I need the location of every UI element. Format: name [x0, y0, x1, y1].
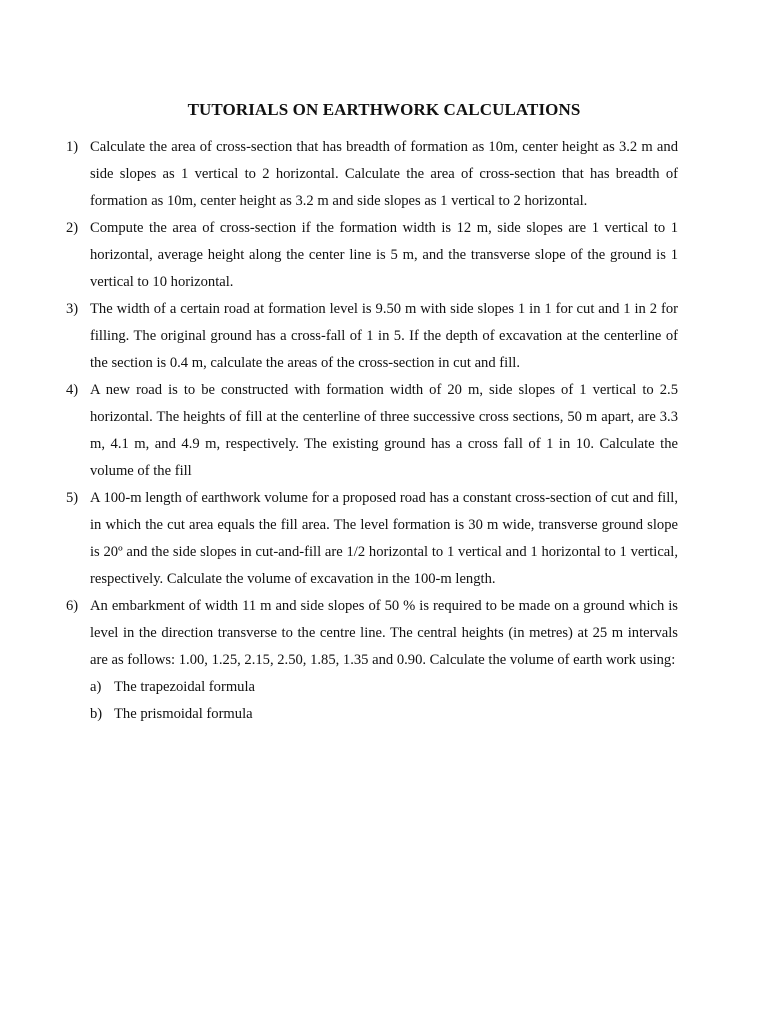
question-text: Calculate the area of cross-section that has breadth of formation as 10m, center height as 3.2 m and side slopes as 1 vertical to 2 horizontal. Calculate the area of cross-section that has breadth of formation as 10m, center height as 3.2 m and side slopes as 1 vertical to 2 horizontal. [90, 139, 678, 209]
question-number: 1) [66, 139, 79, 155]
question-number: 2) [66, 220, 79, 236]
sub-question-text: The prismoidal formula [114, 706, 253, 722]
document-title: TUTORIALS ON EARTHWORK CALCULATIONS [187, 100, 581, 119]
sub-question-letter: b) [90, 706, 103, 722]
question-text: An embarkment of width 11 m and side slopes of 50 % is required to be made on a ground which is level in the direction transverse to the centre line. The central heights (in metres) at 25 m intervals are as follows: 1.00, 1.25, 2.15, 2.50, 1.85, 1.35 and 0.90. Calculate the volume of earth work using: [90, 598, 678, 668]
question-list [66, 134, 678, 728]
question-item [66, 485, 678, 593]
question-number: 5) [66, 490, 79, 506]
question-text: A new road is to be constructed with formation width of 20 m, side slopes of 1 vertical to 2.5 horizontal. The heights of fill at the centerline of three successive cross sections, 50 m apart, are 3.3 m, 4.1 m, and 4.9 m, respectively. The existing ground has a cross fall of 1 in 10. Calculate the volume of the fill [90, 382, 678, 479]
question-item [66, 134, 678, 215]
question-item [66, 296, 678, 377]
question-number: 3) [66, 301, 79, 317]
sub-question-list [90, 674, 678, 728]
sub-question-text: The trapezoidal formula [114, 679, 256, 695]
question-item [66, 215, 678, 296]
question-number: 4) [66, 382, 79, 398]
sub-question-item [90, 701, 678, 728]
sub-question-item [90, 674, 678, 701]
question-number: 6) [66, 598, 79, 614]
question-text: Compute the area of cross-section if the formation width is 12 m, side slopes are 1 vertical to 1 horizontal, average height along the center line is 5 m, and the transverse slope of the ground is 1 vertical to 10 horizontal. [90, 220, 678, 290]
question-text: The width of a certain road at formation level is 9.50 m with side slopes 1 in 1 for cut and 1 in 2 for filling. The original ground has a cross-fall of 1 in 5. If the depth of excavation at the centerline of the section is 0.4 m, calculate the areas of the cross-section in cut and fill. [90, 301, 678, 371]
question-item [66, 377, 678, 485]
sub-question-letter: a) [90, 679, 102, 695]
question-text: A 100-m length of earthwork volume for a proposed road has a constant cross-section of cut and fill, in which the cut area equals the fill area. The level formation is 30 m wide, transverse ground slope is 20º and the side slopes in cut-and-fill are 1/2 horizontal to 1 vertical and 1 horizontal to 1 vertical, respectively. Calculate the volume of excavation in the 100-m length. [90, 490, 678, 587]
question-item [66, 593, 678, 728]
